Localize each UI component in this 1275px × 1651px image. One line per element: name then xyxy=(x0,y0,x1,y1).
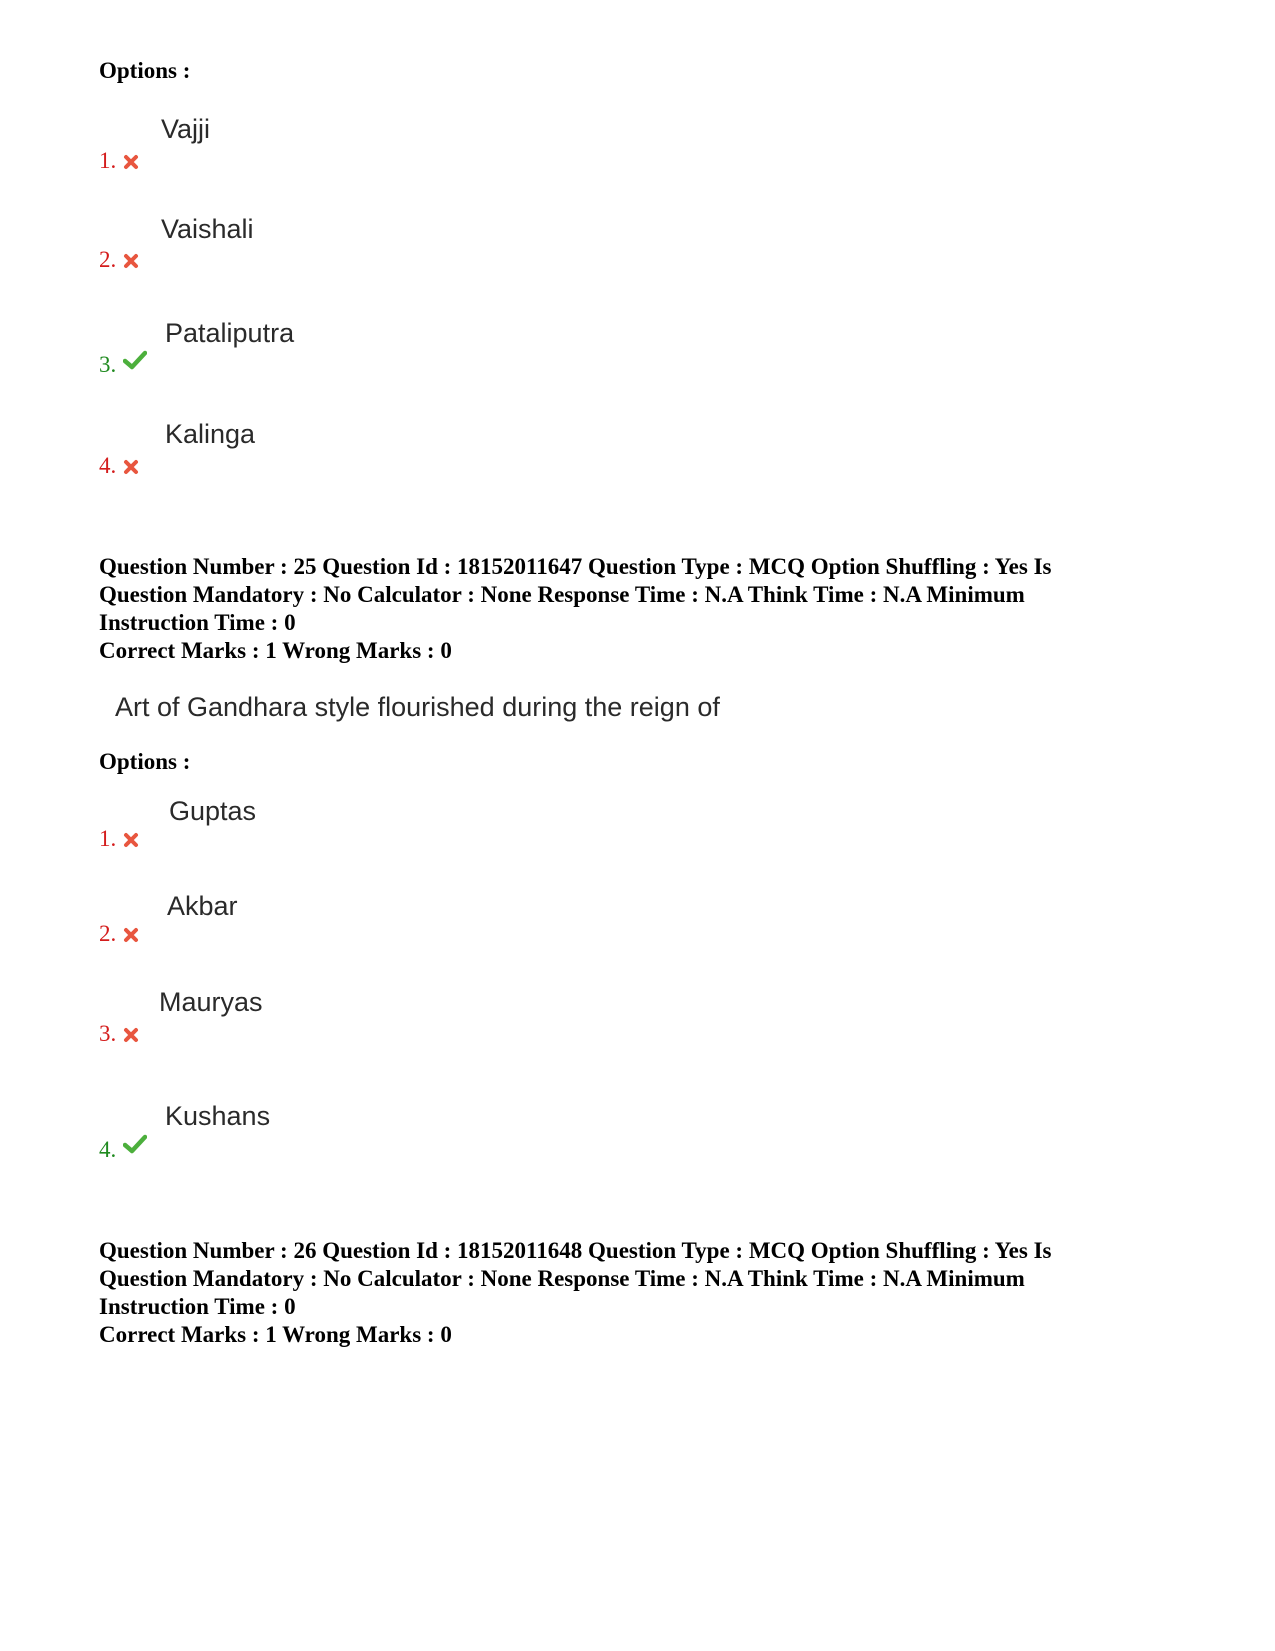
option-text: Vajji xyxy=(161,114,211,144)
option-number: 1. xyxy=(99,826,117,851)
check-icon xyxy=(123,1134,147,1154)
option-number: 3. xyxy=(99,352,117,377)
meta-line: Instruction Time : 0 xyxy=(99,610,296,635)
meta-line: Instruction Time : 0 xyxy=(99,1294,296,1319)
cross-icon xyxy=(123,832,139,848)
cross-icon xyxy=(123,927,139,943)
option-text: Akbar xyxy=(167,891,238,921)
option-number: 4. xyxy=(99,453,117,478)
meta-line: Question Mandatory : No Calculator : None Response Time : N.A Think Time : N.A Minimum xyxy=(99,1266,1025,1291)
meta-line: Question Number : 25 Question Id : 18152011647 Question Type : MCQ Option Shuffling : Yes Is xyxy=(99,554,1052,579)
option-text: Vaishali xyxy=(161,214,254,244)
option-number: 2. xyxy=(99,247,117,272)
option-text: Pataliputra xyxy=(165,318,295,348)
meta-line: Question Number : 26 Question Id : 18152011648 Question Type : MCQ Option Shuffling : Yes Is xyxy=(99,1238,1052,1263)
options-label: Options : xyxy=(99,749,191,774)
option-text: Guptas xyxy=(169,796,257,826)
cross-icon xyxy=(123,459,139,475)
option-text: Mauryas xyxy=(159,987,263,1017)
option-number: 4. xyxy=(99,1137,117,1162)
cross-icon xyxy=(123,253,139,269)
cross-icon xyxy=(123,1027,139,1043)
cross-icon xyxy=(123,154,139,170)
check-icon xyxy=(123,350,147,370)
question-meta xyxy=(99,553,1179,637)
meta-line: Question Mandatory : No Calculator : None Response Time : N.A Think Time : N.A Minimum xyxy=(99,582,1025,607)
options-label: Options : xyxy=(99,58,191,83)
marks-info: Correct Marks : 1 Wrong Marks : 0 xyxy=(99,1322,452,1347)
option-number: 1. xyxy=(99,148,117,173)
question-meta xyxy=(99,1237,1179,1321)
option-number: 3. xyxy=(99,1021,117,1046)
option-text: Kalinga xyxy=(165,419,256,449)
marks-info: Correct Marks : 1 Wrong Marks : 0 xyxy=(99,638,452,663)
option-number: 2. xyxy=(99,921,117,946)
question-text: Art of Gandhara style flourished during the reign of xyxy=(115,692,720,722)
option-text: Kushans xyxy=(165,1101,271,1131)
